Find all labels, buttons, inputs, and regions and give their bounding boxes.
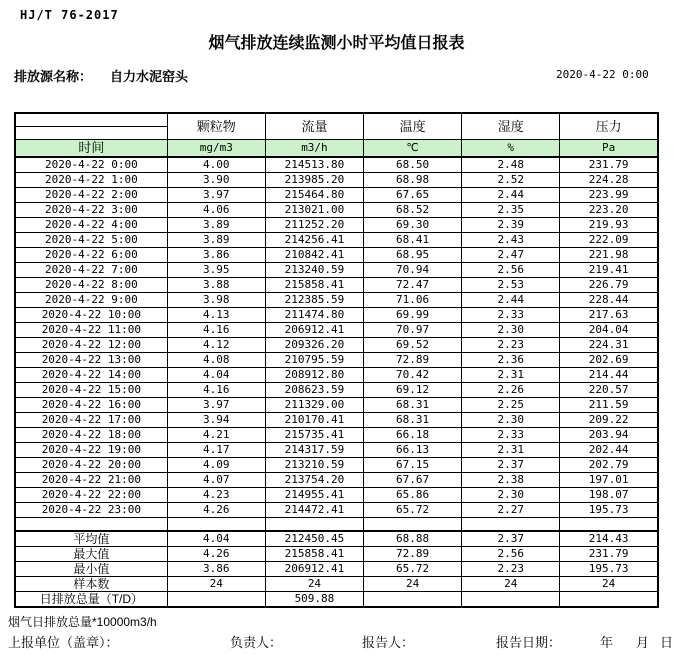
summary-value-cell: 72.89 — [364, 547, 462, 562]
time-cell: 2020-4-22 7:00 — [15, 262, 167, 277]
table-row — [15, 427, 658, 442]
value-cell: 4.21 — [167, 427, 265, 442]
table-row — [15, 247, 658, 262]
summary-value-cell — [167, 592, 265, 608]
value-cell: 208912.80 — [265, 367, 363, 382]
value-cell: 213754.20 — [265, 472, 363, 487]
value-cell: 217.63 — [560, 307, 658, 322]
report-title: 烟气排放连续监测小时平均值日报表 — [208, 35, 465, 52]
time-cell: 2020-4-22 11:00 — [15, 322, 167, 337]
table-row — [15, 457, 658, 472]
summary-value-cell: 206912.41 — [265, 562, 363, 577]
value-cell: 214317.59 — [265, 442, 363, 457]
value-cell: 3.86 — [167, 247, 265, 262]
value-cell: 214256.41 — [265, 232, 363, 247]
value-cell: 215464.80 — [265, 187, 363, 202]
year-label: 年 — [600, 635, 614, 650]
monitoring-table — [14, 112, 659, 608]
time-cell: 2020-4-22 13:00 — [15, 352, 167, 367]
value-cell: 3.95 — [167, 262, 265, 277]
summary-value-cell — [364, 592, 462, 608]
time-cell: 2020-4-22 12:00 — [15, 337, 167, 352]
value-cell: 203.94 — [560, 427, 658, 442]
value-cell: 69.99 — [364, 307, 462, 322]
summary-value-cell: 24 — [167, 577, 265, 592]
spacer-section — [15, 517, 658, 531]
day-label: 日 — [660, 635, 673, 650]
summary-value-cell: 509.88 — [265, 592, 363, 608]
spacer-row — [15, 517, 658, 531]
value-cell: 4.23 — [167, 487, 265, 502]
value-cell: 67.15 — [364, 457, 462, 472]
value-cell: 2.52 — [462, 172, 560, 187]
unit-pressure: Pa — [560, 139, 658, 157]
value-cell: 223.20 — [560, 202, 658, 217]
value-cell: 4.09 — [167, 457, 265, 472]
summary-value-cell: 2.23 — [462, 562, 560, 577]
summary-rows — [15, 531, 658, 607]
value-cell: 213021.00 — [265, 202, 363, 217]
value-cell: 72.89 — [364, 352, 462, 367]
value-cell: 215858.41 — [265, 277, 363, 292]
unit-flow: m3/h — [265, 139, 363, 157]
value-cell: 65.72 — [364, 502, 462, 517]
unit-temp: ℃ — [364, 139, 462, 157]
table-row — [15, 262, 658, 277]
summary-value-cell: 24 — [364, 577, 462, 592]
value-cell: 70.42 — [364, 367, 462, 382]
value-cell: 214955.41 — [265, 487, 363, 502]
value-cell: 198.07 — [560, 487, 658, 502]
time-cell: 2020-4-22 8:00 — [15, 277, 167, 292]
column-header-flow: 流量 — [265, 113, 363, 139]
value-cell: 72.47 — [364, 277, 462, 292]
table-row — [15, 157, 658, 173]
time-cell: 2020-4-22 10:00 — [15, 307, 167, 322]
value-cell: 209.22 — [560, 412, 658, 427]
summary-value-cell: 231.79 — [560, 547, 658, 562]
value-cell: 3.88 — [167, 277, 265, 292]
table-row — [15, 322, 658, 337]
value-cell: 71.06 — [364, 292, 462, 307]
table-row — [15, 337, 658, 352]
units-row — [15, 139, 658, 157]
value-cell: 68.50 — [364, 157, 462, 173]
summary-label: 样本数 — [15, 577, 167, 592]
value-cell: 210795.59 — [265, 352, 363, 367]
value-cell: 2.31 — [462, 442, 560, 457]
source-label: 排放源名称： — [14, 69, 93, 84]
summary-value-cell — [560, 592, 658, 608]
value-cell: 224.31 — [560, 337, 658, 352]
value-cell: 2.43 — [462, 232, 560, 247]
table-row — [15, 367, 658, 382]
summary-value-cell: 4.04 — [167, 531, 265, 547]
value-cell: 2.36 — [462, 352, 560, 367]
table-row — [15, 442, 658, 457]
value-cell: 202.79 — [560, 457, 658, 472]
reporter-label: 报告人： — [362, 635, 415, 650]
table-row — [15, 232, 658, 247]
month-label: 月 — [636, 635, 650, 650]
value-cell: 2.30 — [462, 487, 560, 502]
time-cell: 2020-4-22 3:00 — [15, 202, 167, 217]
value-cell: 220.57 — [560, 382, 658, 397]
value-cell: 68.31 — [364, 397, 462, 412]
value-cell: 226.79 — [560, 277, 658, 292]
value-cell: 66.13 — [364, 442, 462, 457]
value-cell: 69.52 — [364, 337, 462, 352]
column-header-pressure: 压力 — [560, 113, 658, 139]
summary-row — [15, 577, 658, 592]
time-header: 时间 — [15, 139, 167, 157]
value-cell: 2.44 — [462, 292, 560, 307]
value-cell: 4.07 — [167, 472, 265, 487]
value-cell: 2.35 — [462, 202, 560, 217]
summary-value-cell: 2.56 — [462, 547, 560, 562]
value-cell: 223.99 — [560, 187, 658, 202]
value-cell: 208623.59 — [265, 382, 363, 397]
value-cell: 70.97 — [364, 322, 462, 337]
value-cell: 221.98 — [560, 247, 658, 262]
table-row — [15, 202, 658, 217]
column-header-temp: 温度 — [364, 113, 462, 139]
value-cell: 4.17 — [167, 442, 265, 457]
value-cell: 2.37 — [462, 457, 560, 472]
value-cell: 4.16 — [167, 382, 265, 397]
hourly-rows — [15, 157, 658, 518]
summary-value-cell — [462, 592, 560, 608]
value-cell: 3.97 — [167, 397, 265, 412]
flow-total-note: 烟气日排放总量*10000m3/h — [8, 615, 157, 629]
time-cell: 2020-4-22 22:00 — [15, 487, 167, 502]
value-cell: 4.00 — [167, 157, 265, 173]
value-cell: 2.56 — [462, 262, 560, 277]
table-row — [15, 382, 658, 397]
value-cell: 213240.59 — [265, 262, 363, 277]
value-cell: 68.98 — [364, 172, 462, 187]
value-cell: 4.16 — [167, 322, 265, 337]
value-cell: 68.95 — [364, 247, 462, 262]
value-cell: 68.52 — [364, 202, 462, 217]
summary-value-cell: 68.88 — [364, 531, 462, 547]
time-cell: 2020-4-22 2:00 — [15, 187, 167, 202]
value-cell: 2.33 — [462, 307, 560, 322]
value-cell: 4.08 — [167, 352, 265, 367]
time-cell: 2020-4-22 0:00 — [15, 157, 167, 173]
value-cell: 68.31 — [364, 412, 462, 427]
table-row — [15, 292, 658, 307]
summary-value-cell: 24 — [265, 577, 363, 592]
summary-label: 平均值 — [15, 531, 167, 547]
time-cell: 2020-4-22 5:00 — [15, 232, 167, 247]
value-cell: 4.26 — [167, 502, 265, 517]
value-cell: 4.12 — [167, 337, 265, 352]
value-cell: 195.73 — [560, 502, 658, 517]
value-cell: 202.69 — [560, 352, 658, 367]
value-cell: 2.25 — [462, 397, 560, 412]
summary-value-cell: 214.43 — [560, 531, 658, 547]
value-cell: 67.65 — [364, 187, 462, 202]
value-cell: 215735.41 — [265, 427, 363, 442]
value-cell: 212385.59 — [265, 292, 363, 307]
value-cell: 3.89 — [167, 217, 265, 232]
value-cell: 211.59 — [560, 397, 658, 412]
value-cell: 67.67 — [364, 472, 462, 487]
table-row — [15, 472, 658, 487]
summary-label: 最小值 — [15, 562, 167, 577]
table-row — [15, 502, 658, 517]
time-cell: 2020-4-22 14:00 — [15, 367, 167, 382]
value-cell: 2.48 — [462, 157, 560, 173]
summary-value-cell: 212450.45 — [265, 531, 363, 547]
value-cell: 2.31 — [462, 367, 560, 382]
value-cell: 3.90 — [167, 172, 265, 187]
time-cell: 2020-4-22 21:00 — [15, 472, 167, 487]
time-cell: 2020-4-22 4:00 — [15, 217, 167, 232]
value-cell: 224.28 — [560, 172, 658, 187]
value-cell: 211252.20 — [265, 217, 363, 232]
summary-value-cell: 215858.41 — [265, 547, 363, 562]
value-cell: 70.94 — [364, 262, 462, 277]
value-cell: 2.53 — [462, 277, 560, 292]
value-cell: 231.79 — [560, 157, 658, 173]
summary-row — [15, 592, 658, 608]
summary-value-cell: 24 — [560, 577, 658, 592]
value-cell: 206912.41 — [265, 322, 363, 337]
report-date-label: 报告日期： — [496, 635, 562, 650]
value-cell: 4.06 — [167, 202, 265, 217]
value-cell: 2.33 — [462, 427, 560, 442]
value-cell: 210170.41 — [265, 412, 363, 427]
summary-label: 日排放总量（T/D） — [15, 592, 167, 608]
value-cell: 219.41 — [560, 262, 658, 277]
time-cell: 2020-4-22 18:00 — [15, 427, 167, 442]
value-cell: 211329.00 — [265, 397, 363, 412]
summary-row — [15, 531, 658, 547]
value-cell: 4.13 — [167, 307, 265, 322]
unit-pm: mg/m3 — [167, 139, 265, 157]
value-cell: 3.94 — [167, 412, 265, 427]
header-empty-cell — [15, 113, 167, 126]
time-cell: 2020-4-22 20:00 — [15, 457, 167, 472]
time-cell: 2020-4-22 6:00 — [15, 247, 167, 262]
table-row — [15, 217, 658, 232]
value-cell: 214513.80 — [265, 157, 363, 173]
table-row — [15, 172, 658, 187]
time-cell: 2020-4-22 1:00 — [15, 172, 167, 187]
time-cell: 2020-4-22 23:00 — [15, 502, 167, 517]
value-cell: 3.89 — [167, 232, 265, 247]
signature-line — [0, 632, 673, 650]
value-cell: 202.44 — [560, 442, 658, 457]
value-cell: 3.98 — [167, 292, 265, 307]
table-row — [15, 187, 658, 202]
time-cell: 2020-4-22 16:00 — [15, 397, 167, 412]
value-cell: 213985.20 — [265, 172, 363, 187]
summary-value-cell: 24 — [462, 577, 560, 592]
standard-number: HJ/T 76-2017 — [20, 8, 119, 22]
summary-value-cell: 2.37 — [462, 531, 560, 547]
summary-value-cell: 65.72 — [364, 562, 462, 577]
value-cell: 219.93 — [560, 217, 658, 232]
value-cell: 209326.20 — [265, 337, 363, 352]
value-cell: 2.38 — [462, 472, 560, 487]
value-cell: 2.23 — [462, 337, 560, 352]
summary-value-cell: 3.86 — [167, 562, 265, 577]
responsible-label: 负责人： — [230, 635, 283, 650]
time-cell: 2020-4-22 19:00 — [15, 442, 167, 457]
value-cell: 228.44 — [560, 292, 658, 307]
value-cell: 66.18 — [364, 427, 462, 442]
value-cell: 211474.80 — [265, 307, 363, 322]
column-header-humidity: 湿度 — [462, 113, 560, 139]
value-cell: 69.12 — [364, 382, 462, 397]
summary-value-cell: 4.26 — [167, 547, 265, 562]
value-cell: 214472.41 — [265, 502, 363, 517]
value-cell: 210842.41 — [265, 247, 363, 262]
summary-value-cell: 195.73 — [560, 562, 658, 577]
time-cell: 2020-4-22 9:00 — [15, 292, 167, 307]
value-cell: 197.01 — [560, 472, 658, 487]
unit-humidity: % — [462, 139, 560, 157]
table-row — [15, 397, 658, 412]
stamp-label: 上报单位（盖章）： — [8, 635, 119, 650]
header-empty-cell — [15, 126, 167, 139]
value-cell: 69.30 — [364, 217, 462, 232]
summary-row — [15, 562, 658, 577]
summary-label: 最大值 — [15, 547, 167, 562]
value-cell: 68.41 — [364, 232, 462, 247]
value-cell: 4.04 — [167, 367, 265, 382]
value-cell: 3.97 — [167, 187, 265, 202]
source-name: 自力水泥窑头 — [110, 69, 189, 84]
value-cell: 2.44 — [462, 187, 560, 202]
value-cell: 65.86 — [364, 487, 462, 502]
time-cell: 2020-4-22 15:00 — [15, 382, 167, 397]
value-cell: 2.30 — [462, 322, 560, 337]
value-cell: 204.04 — [560, 322, 658, 337]
value-cell: 2.39 — [462, 217, 560, 232]
emission-source — [14, 66, 188, 85]
header-row-top — [15, 113, 658, 126]
table-row — [15, 412, 658, 427]
value-cell: 214.44 — [560, 367, 658, 382]
table-row — [15, 352, 658, 367]
value-cell: 2.27 — [462, 502, 560, 517]
table-row — [15, 487, 658, 502]
time-cell: 2020-4-22 17:00 — [15, 412, 167, 427]
value-cell: 213210.59 — [265, 457, 363, 472]
value-cell: 222.09 — [560, 232, 658, 247]
column-header-pm: 颗粒物 — [167, 113, 265, 139]
report-datetime: 2020-4-22 0:00 — [556, 68, 649, 81]
table-row — [15, 277, 658, 292]
summary-row — [15, 547, 658, 562]
table-row — [15, 307, 658, 322]
value-cell: 2.30 — [462, 412, 560, 427]
value-cell: 2.26 — [462, 382, 560, 397]
value-cell: 2.47 — [462, 247, 560, 262]
